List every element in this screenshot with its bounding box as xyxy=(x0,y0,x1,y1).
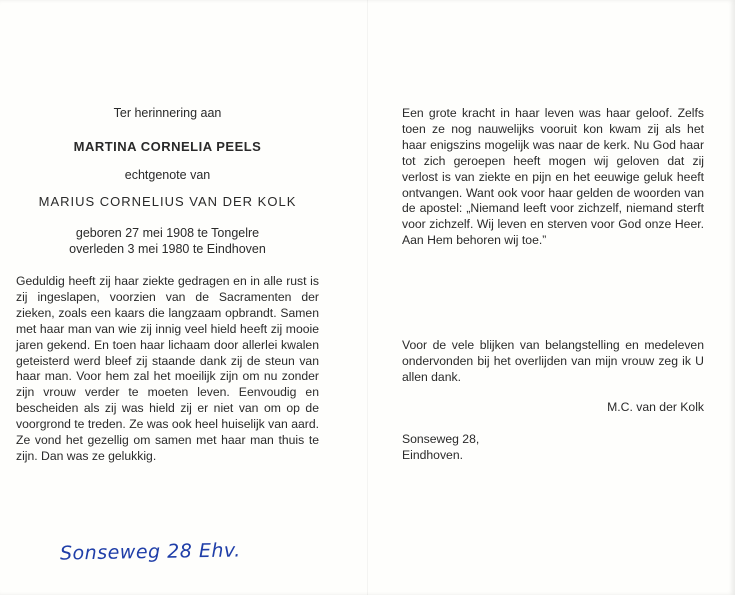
spouse-name: MARIUS CORNELIUS VAN DER KOLK xyxy=(38,194,297,209)
address xyxy=(402,432,704,464)
left-panel xyxy=(16,102,319,465)
faith-paragraph: Een grote kracht in haar leven was haar geloof. Zelfs toen ze nog nauwelijks vooruit kon kwam zij als het haar enigszins mogelijk was naar de kerk. Nu God haar tot zich geroepen heeft mogen wij geloven dat zij verlost is van ziekte en pijn en het eeuwige geluk heeft ontvangen. Want ook voor haar gelden de woorden van de apostel: „Niemand leeft voor zichzelf, niemand sterft voor zichzelf. Wij leven en sterven voor God onze Heer. Aan Hem behoren wij toe.” xyxy=(402,106,704,248)
tribute-paragraph: Geduldig heeft zij haar ziekte gedragen en in alle rust is zij ingeslapen, voorzien van de Sacramenten der zieken, zoals een kaars die langzaam opbrandt. Samen met haar man van wie zij innig veel hield heeft zij mooie jaren gekend. En toen haar lichaam door allerlei kwalen geteisterd werd bleef zij staande dank zij de steun van haar man. Voor hem zal het moeilijk zijn om nu zonder zijn vrouw verder te moeten leven. Eenvoudig en bescheiden als zij was hield zij er niet van om op de voorgrond te treden. Ze was ook heel huiselijk van aard. Ze vond het gezellig om samen met haar man thuis te zijn. Dan was ze gelukkig. xyxy=(16,274,319,463)
card-fold xyxy=(367,0,368,595)
birth-line: geboren 27 mei 1908 te Tongelre xyxy=(75,226,260,240)
life-dates xyxy=(16,225,319,257)
thanks-paragraph: Voor de vele blijken van belangstelling en medeleven ondervonden bij het overlijden van mijn vrouw zeg ik U allen dank. xyxy=(402,338,704,384)
address-city: Eindhoven. xyxy=(402,447,463,462)
right-panel xyxy=(402,106,704,464)
signature: M.C. van der Kolk xyxy=(607,399,704,414)
handwritten-note: Sonseweg 28 Ehv. xyxy=(59,539,241,565)
spouse-label: echtgenote van xyxy=(124,168,211,182)
intro-text: Ter herinnering aan xyxy=(113,106,222,120)
deceased-name: MARTINA CORNELIA PEELS xyxy=(73,139,262,154)
death-line: overleden 3 mei 1980 te Eindhoven xyxy=(69,242,266,256)
address-street: Sonseweg 28, xyxy=(402,431,480,446)
